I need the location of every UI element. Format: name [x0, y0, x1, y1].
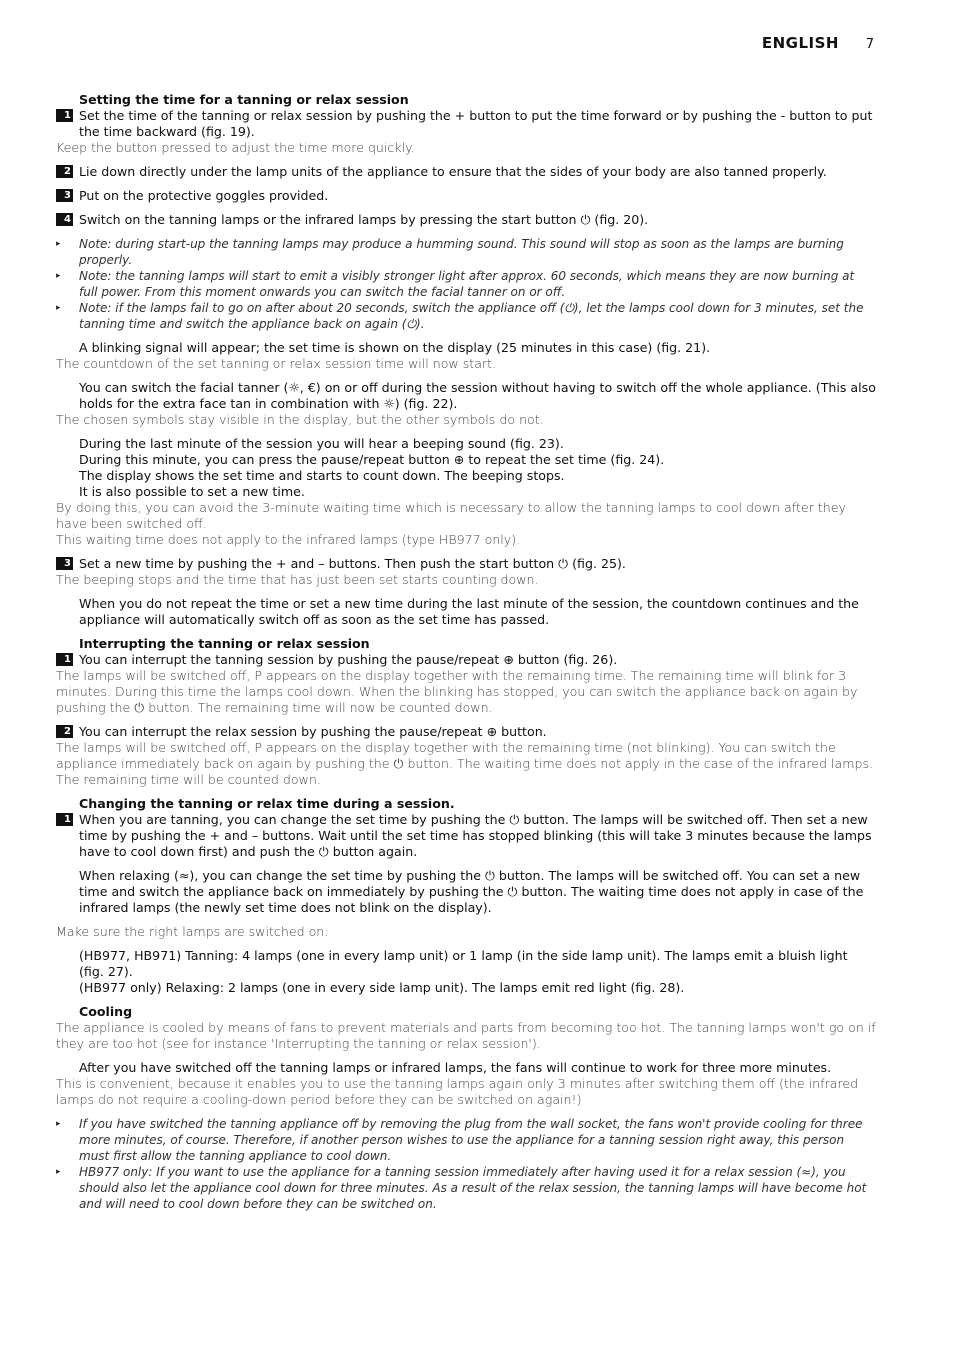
body-text: The chosen symbols stay visible in the display, but the other symbols do not. [56, 412, 544, 427]
note-item [56, 1116, 876, 1164]
instruction-text: During this minute, you can press the pause/repeat button ⊕ to repeat the set time (fig. 24). [79, 452, 665, 467]
instruction-text: You can switch the facial tanner (☼, €) on or off during the session without having to switch off the whole appliance. (This also holds for the extra face tan in combination with ☼) (fig. 22). [79, 380, 876, 411]
body-text: The beeping stops and the time that has just been set starts counting down. [56, 572, 539, 587]
section-heading: Changing the tanning or relax time during a session. [79, 796, 455, 811]
body-text: This is convenient, because it enables you to use the tanning lamps again only 3 minutes after switching them off (the infrared lamps do not require a cooling-down period before they can be switched on again!) [56, 1076, 859, 1107]
step-text: Set the time of the tanning or relax session by pushing the + button to put the time forward or by pushing the - button to put the time backward (fig. 19). [79, 108, 873, 139]
note-text: Note: the tanning lamps will start to emit a visibly stronger light after approx. 60 seconds, which means they are now burning at full power. From this moment onwards you can switch the facial tanner on or off. [79, 269, 855, 299]
instruction-text: (HB977 only) Relaxing: 2 lamps (one in every side lamp unit). The lamps emit red light (fig. 28). [79, 980, 685, 995]
body-text: The appliance is cooled by means of fans to prevent materials and parts from becoming too hot. The tanning lamps won't go on if they are too hot (see for instance 'Interrupting the tanning or relax session'). [56, 1020, 876, 1051]
bullet-icon: ▸ [56, 303, 61, 313]
note-text: If you have switched the tanning appliance off by removing the plug from the wall socket, the fans won't provide cooling for three more minutes, of course. Therefore, if another person wishes to use the appliance for a tanning session right away, this person must first allow the tanning appliance to cool down. [79, 1117, 863, 1163]
numbered-step [56, 212, 876, 228]
instruction-text: When relaxing (≈), you can change the set time by pushing the ⏻ button. The lamps will be switched off. You can set a new time and switch the appliance back on immediately by pushing the ⏻ button. The waiting time does not apply in case of the infrared lamps (the newly set time does not blink on the display). [79, 868, 864, 915]
step-text: When you are tanning, you can change the set time by pushing the ⏻ button. The lamps will be switched off. Then set a new time by pushing the + and – buttons. Wait until the set time has stopped blinking (this will take 3 minutes because the lamps have to cool down first) and push the ⏻ button again. [79, 812, 872, 859]
step-number: 1 [56, 653, 73, 666]
step-number: 1 [56, 109, 73, 122]
note-text: HB977 only: If you want to use the appliance for a tanning session immediately after having used it for a relax session (≈), you should also let the appliance cool down for three minutes. As a result of the relax session, the tanning lamps will have become hot and will need to cool down before they can be switched on. [79, 1165, 867, 1211]
language-label: ENGLISH [761, 34, 839, 52]
step-number: 1 [56, 813, 73, 826]
instruction-text: After you have switched off the tanning lamps or infrared lamps, the fans will continue to work for three more minutes. [79, 1060, 832, 1075]
step-text: Switch on the tanning lamps or the infrared lamps by pressing the start button ⏻ (fig. 20). [79, 212, 649, 227]
section-heading: Setting the time for a tanning or relax session [79, 92, 409, 107]
step-text: Set a new time by pushing the + and – buttons. Then push the start button ⏻ (fig. 25). [79, 556, 626, 571]
section-heading: Cooling [79, 1004, 133, 1019]
step-text: You can interrupt the relax session by pushing the pause/repeat ⊕ button. [79, 724, 547, 739]
instruction-text: When you do not repeat the time or set a new time during the last minute of the session, the countdown continues and the appliance will automatically switch off as soon as the set time has passed. [79, 596, 859, 627]
body-text: The lamps will be switched off, P appears on the display together with the remaining time. The remaining time will blink for 3 minutes. During this time the lamps cool down. When the blinking has stopped, you can switch the appliance back on again by pushing the ⏻ button. The remaining time will now be counted down. [56, 668, 858, 715]
body-text: Make sure the right lamps are switched on: [56, 924, 329, 939]
step-number: 4 [56, 213, 73, 226]
note-item [56, 1164, 876, 1212]
note-text: Note: if the lamps fail to go on after about 20 seconds, switch the appliance off (⏻), let the lamps cool down for 3 minutes, set the tanning time and switch the appliance back on again (⏻). [79, 301, 864, 331]
section-heading: Interrupting the tanning or relax session [79, 636, 370, 651]
instruction-text: It is also possible to set a new time. [79, 484, 305, 499]
step-text: Put on the protective goggles provided. [79, 188, 329, 203]
instruction-text: During the last minute of the session you will hear a beeping sound (fig. 23). [79, 436, 564, 451]
note-item [56, 300, 876, 332]
bullet-icon: ▸ [56, 1167, 61, 1177]
numbered-step [56, 652, 876, 668]
body-text: Keep the button pressed to adjust the time more quickly. [56, 140, 415, 155]
instruction-text: The display shows the set time and starts to count down. The beeping stops. [79, 468, 565, 483]
numbered-step [56, 164, 876, 180]
note-text: Note: during start-up the tanning lamps may produce a humming sound. This sound will stop as soon as the lamps are burning properly. [79, 237, 844, 267]
numbered-step [56, 108, 876, 140]
bullet-icon: ▸ [56, 1119, 61, 1129]
instruction-text: A blinking signal will appear; the set time is shown on the display (25 minutes in this case) (fig. 21). [79, 340, 711, 355]
step-number: 2 [56, 725, 73, 738]
body-text: The countdown of the set tanning or relax session time will now start. [56, 356, 497, 371]
body-text: This waiting time does not apply to the infrared lamps (type HB977 only). [56, 532, 521, 547]
step-text: Lie down directly under the lamp units of the appliance to ensure that the sides of your body are also tanned properly. [79, 164, 827, 179]
instruction-text: (HB977, HB971) Tanning: 4 lamps (one in every lamp unit) or 1 lamp (in the side lamp unit). The lamps emit a bluish light (fig. 27). [79, 948, 848, 979]
note-item [56, 236, 876, 268]
numbered-step [56, 724, 876, 740]
bullet-icon: ▸ [56, 239, 61, 249]
step-number: 3 [56, 557, 73, 570]
step-text: You can interrupt the tanning session by pushing the pause/repeat ⊕ button (fig. 26). [79, 652, 618, 667]
page-number: 7 [865, 37, 874, 52]
numbered-step [56, 812, 876, 860]
bullet-icon: ▸ [56, 271, 61, 281]
manual-body [56, 92, 876, 1212]
step-number: 2 [56, 165, 73, 178]
body-text: The lamps will be switched off, P appears on the display together with the remaining time (not blinking). You can switch the appliance immediately back on again by pushing the ⏻ button. The waiting time does not apply in the case of the infrared lamps. The remaining time will be counted down. [56, 740, 874, 787]
numbered-step [56, 556, 876, 572]
step-number: 3 [56, 189, 73, 202]
numbered-step [56, 188, 876, 204]
body-text: By doing this, you can avoid the 3-minute waiting time which is necessary to allow the tanning lamps to cool down after they have been switched off. [56, 500, 846, 531]
note-item [56, 268, 876, 300]
page-header [762, 34, 874, 52]
